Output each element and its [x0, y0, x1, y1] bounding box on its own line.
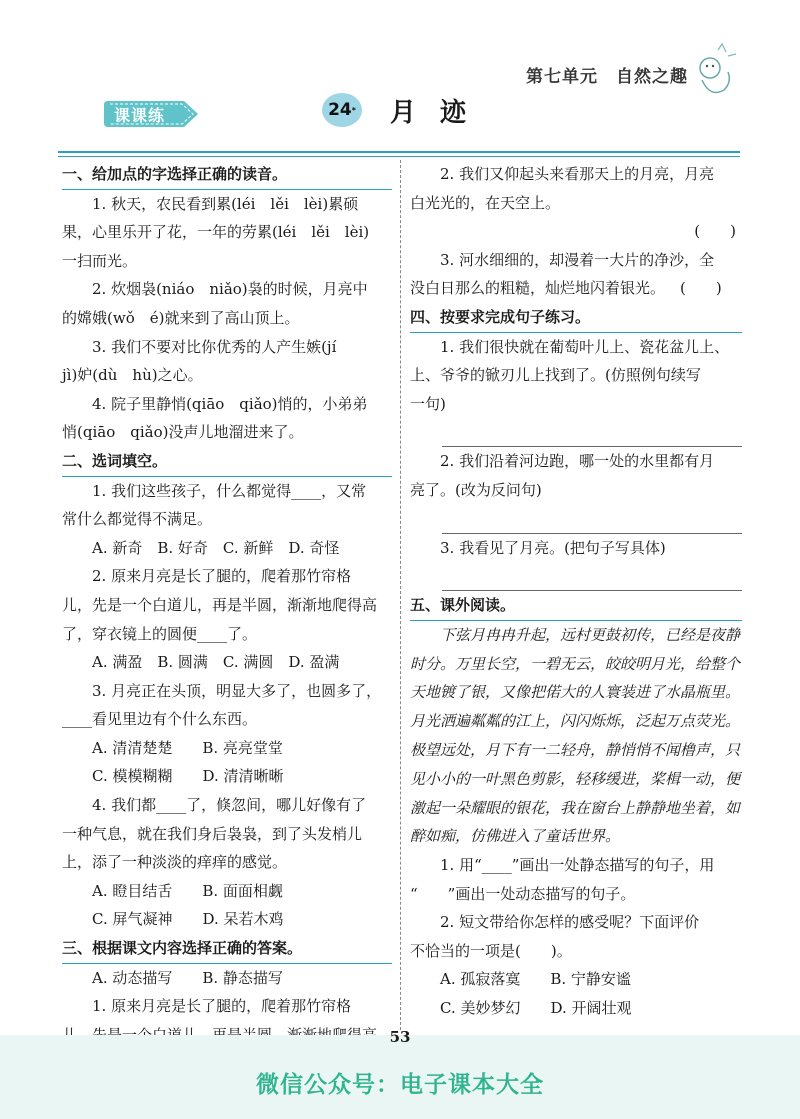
s1-q4-line1: 4. 院子里静悄(qiāo qiǎo)悄的，小弟弟 [92, 394, 368, 413]
reading-passage: 下弦月冉冉升起，远村更鼓初传，已经是夜静时分。万里长空，一碧无云，皎皎明月光，给整个天地镀了银，又像把偌大的人寰装进了水晶瓶里。月光洒遍粼粼的江上，闪闪烁烁，泛起万点荧光。极望远处，月下有一二轻舟，静悄悄不闻橹声，只见小小的一叶黑色剪影，轻移缓进，桨楫一动，便激起一朵耀眼的银花，我在窗台上静静地坐着，如醉如痴，仿佛进入了童话世界。 [410, 625, 741, 846]
s4-q3-line1: 3. 我看见了月亮。(把句子写具体) [440, 538, 666, 557]
s2-q3-line2: ____看见里边有个什么东西。 [62, 710, 258, 729]
s4-q2-line2: 亮了。(改为反问句) [410, 480, 542, 499]
s3-q3-line2 [410, 274, 742, 303]
s1-q3-line1: 3. 我们不要对比你优秀的人产生嫉(jí [92, 337, 337, 356]
left-column [62, 160, 392, 1078]
s2-q3-options-1: A. 清清楚楚 B. 亮亮堂堂 [92, 738, 283, 757]
s2-q3-options-2: C. 模模糊糊 D. 清清晰晰 [92, 767, 284, 786]
s4-q1-line1: 1. 我们很快就在葡萄叶儿上、瓷花盆儿上、 [440, 337, 730, 356]
s5-options-1: A. 孤寂落寞 B. 宁静安谧 [440, 970, 631, 989]
s4-q1-answer-line[interactable] [442, 418, 742, 447]
practice-tag [104, 99, 200, 129]
s2-q2-line1: 2. 原来月亮是长了腿的，爬着那竹帘格 [92, 567, 352, 586]
s3-q2-line1: 2. 我们又仰起头来看那天上的月亮，月亮 [440, 165, 715, 183]
s4-q1-line3: 一句) [410, 394, 446, 413]
unit-theme: 自然之趣 [616, 67, 688, 87]
s3-q2-answer-paren[interactable]: ( ) [694, 222, 736, 241]
s1-q1-line2: 果，心里乐开了花，一年的劳累(léi lěi lèi) [62, 223, 370, 242]
s3-q3-line2-text: 没白日那么的粗糙，灿烂地闪着银光。 [410, 279, 666, 298]
watermark-text: 微信公众号：电子课本大全 [256, 1072, 544, 1098]
s2-q3-line1: 3. 月亮正在头顶，明显大多了，也圆多了， [92, 681, 382, 700]
s3-options: A. 动态描写 B. 静态描写 [92, 968, 283, 987]
s3-q2-line2: 白光光的，在天空上。 [410, 193, 561, 212]
right-column [410, 160, 742, 1023]
s2-q2-line3: 了，穿衣镜上的圆便____了。 [62, 624, 258, 643]
s2-q2-line2: 儿，先是一个白道儿，再是半圆，渐渐地爬得高 [62, 595, 378, 614]
s5-options-2: C. 美妙梦幻 D. 开阔壮观 [440, 999, 632, 1018]
lesson-number: 24 [328, 100, 352, 120]
s5-q2-line2: 不恰当的一项是( )。 [410, 941, 572, 960]
top-rule-thin [58, 156, 740, 157]
s4-q2-answer-line[interactable] [442, 505, 742, 534]
s5-q1-line2: “ ”画出一处动态描写的句子。 [410, 884, 636, 903]
s2-q1-line2: 常什么都觉得不满足。 [62, 510, 213, 529]
unit-label: 第七单元 [526, 67, 598, 87]
lesson-title: 月迹 [390, 97, 491, 128]
lesson-mark: * [351, 105, 356, 115]
page-number: 53 [389, 1028, 411, 1046]
s1-q2-line2: 的嫦娥(wǒ é)就来到了高山顶上。 [62, 308, 300, 327]
s4-q3-answer-line[interactable] [442, 562, 742, 591]
s5-q2-line1: 2. 短文带给你怎样的感受呢？下面评价 [440, 913, 700, 932]
s2-q4-line1: 4. 我们都____了，倏忽间，哪儿好像有了 [92, 796, 367, 815]
s1-q4-line2: 悄(qiāo qiǎo)没声儿地溜进来了。 [62, 423, 304, 442]
s2-q4-options-2: C. 屏气凝神 D. 呆若木鸡 [92, 910, 284, 929]
s5-q1-line1: 1. 用“____”画出一处静态描写的句子，用 [440, 856, 715, 875]
s3-q1-line1: 1. 原来月亮是长了腿的，爬着那竹帘格 [92, 997, 352, 1016]
s1-q3-line2: jì)妒(dù hù)之心。 [62, 366, 203, 385]
s2-q2-options: A. 满盈 B. 圆满 C. 满圆 D. 盈满 [92, 653, 340, 672]
s1-q1-line3: 一扫而光。 [62, 251, 138, 270]
column-divider [400, 160, 401, 1030]
lesson-number-badge [322, 93, 362, 127]
s4-q1-line2: 上、爷爷的锨刃儿上找到了。(仿照例句续写 [410, 366, 701, 385]
s2-q1-line1: 1. 我们这些孩子，什么都觉得____，又常 [92, 481, 367, 500]
s3-q3-line1: 3. 河水细细的，却漫着一大片的净沙，全 [440, 250, 715, 269]
section-1-title: 一、给加点的字选择正确的读音。 [62, 160, 392, 190]
practice-tag-text: 课课练 [114, 106, 166, 125]
section-3-title: 三、根据课文内容选择正确的答案。 [62, 934, 392, 964]
section-2-title: 二、选词填空。 [62, 447, 392, 477]
s2-q4-options-1: A. 瞪目结舌 B. 面面相觑 [92, 881, 283, 900]
s4-q2-line1: 2. 我们沿着河边跑，哪一处的水里都有月 [440, 452, 715, 471]
s1-q2-line1: 2. 炊烟袅(niáo niǎo)袅的时候，月亮中 [92, 280, 368, 299]
unit-header [526, 62, 688, 87]
s1-q1-line1: 1. 秋天，农民看到累(léi lěi lèi)累硕 [92, 194, 359, 213]
s3-q3-answer-paren[interactable]: ( ) [680, 279, 722, 298]
lesson-title-block [322, 92, 490, 128]
s2-q1-options: A. 新奇 B. 好奇 C. 新鲜 D. 奇怪 [92, 538, 340, 557]
section-5-title: 五、课外阅读。 [410, 591, 742, 621]
s2-q4-line2: 一种气息，就在我们身后袅袅，到了头发梢儿 [62, 824, 363, 843]
child-drawing-icon [688, 42, 740, 102]
section-4-title: 四、按要求完成句子练习。 [410, 303, 742, 333]
top-rule [58, 151, 740, 153]
s2-q4-line3: 上，添了一种淡淡的痒痒的感觉。 [62, 853, 288, 872]
